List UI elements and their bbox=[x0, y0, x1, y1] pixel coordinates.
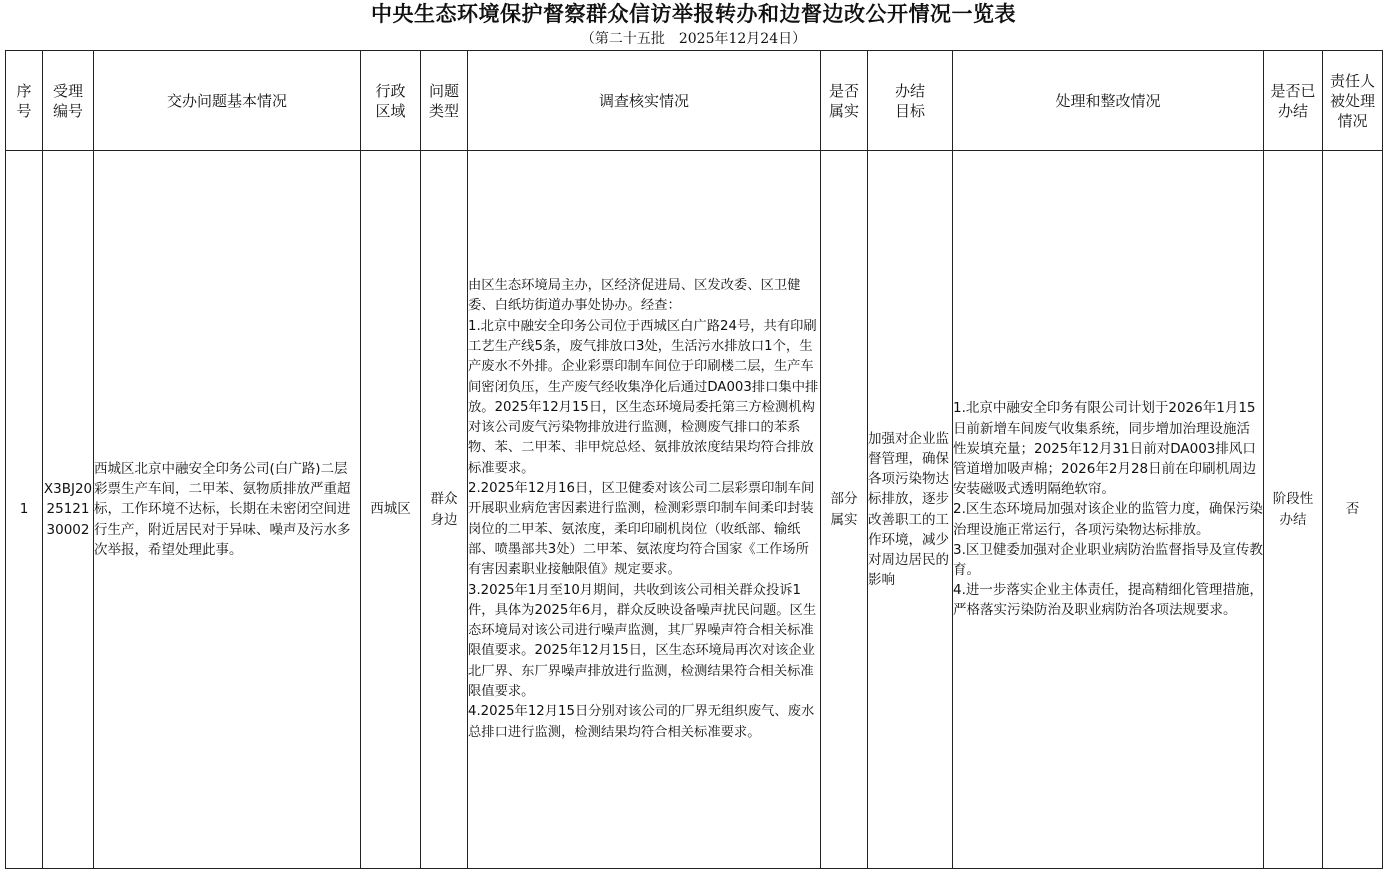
cell-rectification: 1.北京中融安全印务有限公司计划于2026年1月15日前新增车间废气收集系统，同步增加治理设施活性炭填充量；2025年12月31日前对DA003排风口管道增加吸声棉；2026年2月28日前在印刷机周边安装磁吸式透明隔绝软帘。 2.区生态环境局加强对该企业的监管力度，确保污染治理设施正常运行，各项污染物达标排放。 3.区卫健委加强对企业职业病防治监督指导及宣传教育。 4.进一步落实企业主体责任，提高精细化管理措施，严格落实污染防治及职业病防治各项法规要求。 bbox=[953, 151, 1264, 869]
document-title: 中央生态环境保护督察群众信访举报转办和边督边改公开情况一览表 bbox=[371, 1, 1016, 26]
cell-accountability: 否 bbox=[1323, 151, 1383, 869]
header-issue: 交办问题基本情况 bbox=[94, 51, 361, 151]
cell-type: 群众身边 bbox=[421, 151, 468, 869]
cell-id: X3BJ202512130002 bbox=[43, 151, 94, 869]
header-district: 行政区域 bbox=[361, 51, 421, 151]
header-row bbox=[6, 51, 1383, 151]
cell-seq: 1 bbox=[6, 151, 43, 869]
cell-verified: 部分属实 bbox=[821, 151, 868, 869]
cell-closed: 阶段性办结 bbox=[1264, 151, 1323, 869]
header-verified: 是否属实 bbox=[821, 51, 868, 151]
cell-district: 西城区 bbox=[361, 151, 421, 869]
table-row bbox=[6, 151, 1383, 869]
header-rectification: 处理和整改情况 bbox=[953, 51, 1264, 151]
header-type: 问题类型 bbox=[421, 51, 468, 151]
header-id: 受理编号 bbox=[43, 51, 94, 151]
cell-investigation: 由区生态环境局主办，区经济促进局、区发改委、区卫健委、白纸坊街道办事处协办。经查： 1.北京中融安全印务公司位于西城区白广路24号，共有印刷工艺生产线5条，废气排放口3处，生活污水排放口1个，生产废水不外排。企业彩票印制车间位于印刷楼二层，生产车间密闭负压，生产废气经收集净化后通过DA003排口集中排放。2025年12月15日，区生态环境局委托第三方检测机构对该公司废气污染物排放进行监测，检测废气排口的苯系物、苯、二甲苯、非甲烷总烃、氨排放浓度结果均符合排放标准要求。 2.2025年12月16日，区卫健委对该公司二层彩票印制车间开展职业病危害因素进行监测，检测彩票印制车间柔印封装岗位的二甲苯、氨浓度，柔印印刷机岗位（收纸部、输纸部、喷墨部共3处）二甲苯、氨浓度均符合国家《工作场所有害因素职业接触限值》规定要求。 3.2025年1月至10月期间，共收到该公司相关群众投诉1件，具体为2025年6月，群众反映设备噪声扰民问题。区生态环境局对该公司进行噪声监测，其厂界噪声符合相关标准限值要求。2025年12月15日，区生态环境局再次对该企业北厂界、东厂界噪声排放进行监测，检测结果符合相关标准限值要求。 4.2025年12月15日分别对该公司的厂界无组织废气、废水总排口进行监测，检测结果均符合相关标准要求。 bbox=[468, 151, 821, 869]
cell-issue: 西城区北京中融安全印务公司(白广路)二层彩票生产车间，二甲苯、氨物质排放严重超标，工作环境不达标，长期在未密闭空间进行生产，附近居民对于异味、噪声及污水多次举报，希望处理此事。 bbox=[94, 151, 361, 869]
document-subtitle: （第二十五批 2025年12月24日） bbox=[580, 31, 807, 47]
header-investigation: 调查核实情况 bbox=[468, 51, 821, 151]
header-seq: 序号 bbox=[6, 51, 43, 151]
report-table bbox=[5, 50, 1383, 869]
header-goal: 办结目标 bbox=[868, 51, 953, 151]
header-accountability: 责任人被处理情况 bbox=[1323, 51, 1383, 151]
header-closed: 是否已办结 bbox=[1264, 51, 1323, 151]
cell-goal: 加强对企业监督管理，确保各项污染物达标排放，逐步改善职工的工作环境，减少对周边居民的影响 bbox=[868, 151, 953, 869]
